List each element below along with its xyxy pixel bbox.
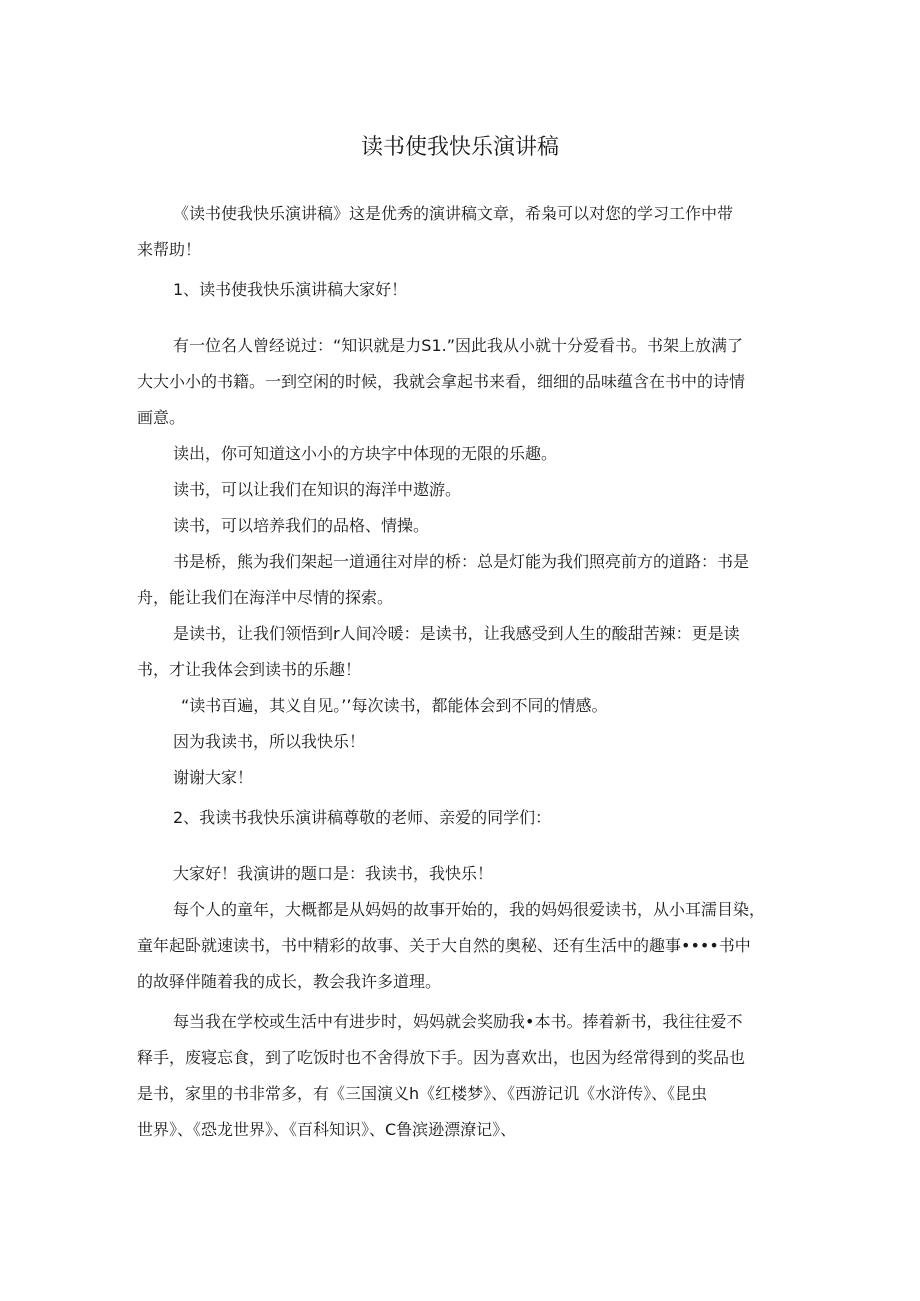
section-heading-1: [137, 272, 783, 308]
text-line: 书是桥，熊为我们架起一道通往对岸的桥：总是灯能为我们照亮前方的道路：书是: [173, 552, 750, 571]
paragraph: [137, 472, 783, 508]
section-heading-2: [137, 800, 783, 836]
text-line: 因为我读书，所以我快乐！: [173, 732, 366, 751]
text-line: 有一位名人曾经说过：“知识就是力S1.”因此我从小就十分爱看书。书架上放满了: [173, 336, 744, 355]
text-line: 童年起卧就速读书，书中精彩的故事、关于大自然的奥秘、还有生活中的趣事••••书中: [137, 936, 751, 955]
paragraph: [137, 856, 783, 892]
text-line: 是读书，让我们领悟到r人间冷暖：是读书，让我感受到人生的酸甜苦辣：更是读: [173, 624, 740, 643]
paragraph: [137, 724, 783, 760]
text-line: 1、读书使我快乐演讲稿大家好！: [173, 280, 408, 299]
text-line: 谢谢大家！: [173, 768, 254, 787]
text-line: 是书，家里的书非常多，有《三国演义h《红楼梦》、《西游记讥《水浒传》、《昆虫: [137, 1084, 708, 1103]
text-line: 释手，废寝忘食，到了吃饭时也不舍得放下手。因为喜欢出，也因为经常得到的奖品也: [137, 1048, 746, 1067]
text-line: 《读书使我快乐演讲稿》这是优秀的演讲稿文章，希枭可以对您的学习工作中带: [173, 204, 734, 223]
text-line: 画意。: [137, 408, 186, 427]
text-line: 每个人的童年，大概都是从妈妈的故事开始的，我的妈妈很爱读书，从小耳濡目染，: [173, 900, 766, 919]
text-line: 世界》、《恐龙世界》、《百科知识》、C鲁滨逊漂潦记》、: [137, 1120, 517, 1139]
text-line: 舟，能让我们在海洋中尽情的探索。: [137, 588, 394, 607]
text-line: 来帮助！: [137, 240, 202, 259]
paragraph: [137, 616, 783, 688]
text-line: 书，才让我体会到读书的乐趣！: [137, 660, 362, 679]
text-line: “读书百遍，其义自见。’’每次读书，都能体会到不同的情感。: [181, 696, 608, 715]
paragraph: [137, 688, 783, 724]
text-line: 2、我读书我快乐演讲稿尊敬的老师、亲爱的同学们：: [173, 808, 552, 827]
text-line: 读出，你可知道这小小的方块字中体现的无限的乐趣。: [173, 444, 558, 463]
paragraph: [137, 436, 783, 472]
paragraph: [137, 328, 783, 436]
text-line: 读书，可以培养我们的品格、情操。: [173, 516, 430, 535]
paragraph: [137, 508, 783, 544]
paragraph-intro: [137, 196, 783, 268]
text-line: 大家好！我演讲的题口是：我读书，我快乐！: [173, 864, 494, 883]
paragraph: [137, 544, 783, 616]
text-line: 每当我在学校或生活中有进步时，妈妈就会奖励我•本书。捧着新书，我往往爱不: [173, 1012, 743, 1031]
text-line: 读书，可以让我们在知识的海洋中遨游。: [173, 480, 462, 499]
paragraph: [137, 760, 783, 796]
document-title: 读书使我快乐演讲稿: [360, 134, 559, 160]
text-line: 的故驿伴随着我的成长，教会我许多道理。: [137, 972, 442, 991]
paragraph: [137, 892, 783, 1000]
text-line: 大大小小的书籍。一到空闲的时候，我就会拿起书来看，细细的品味蕴含在书中的诗情: [137, 372, 746, 391]
paragraph: [137, 1004, 783, 1148]
